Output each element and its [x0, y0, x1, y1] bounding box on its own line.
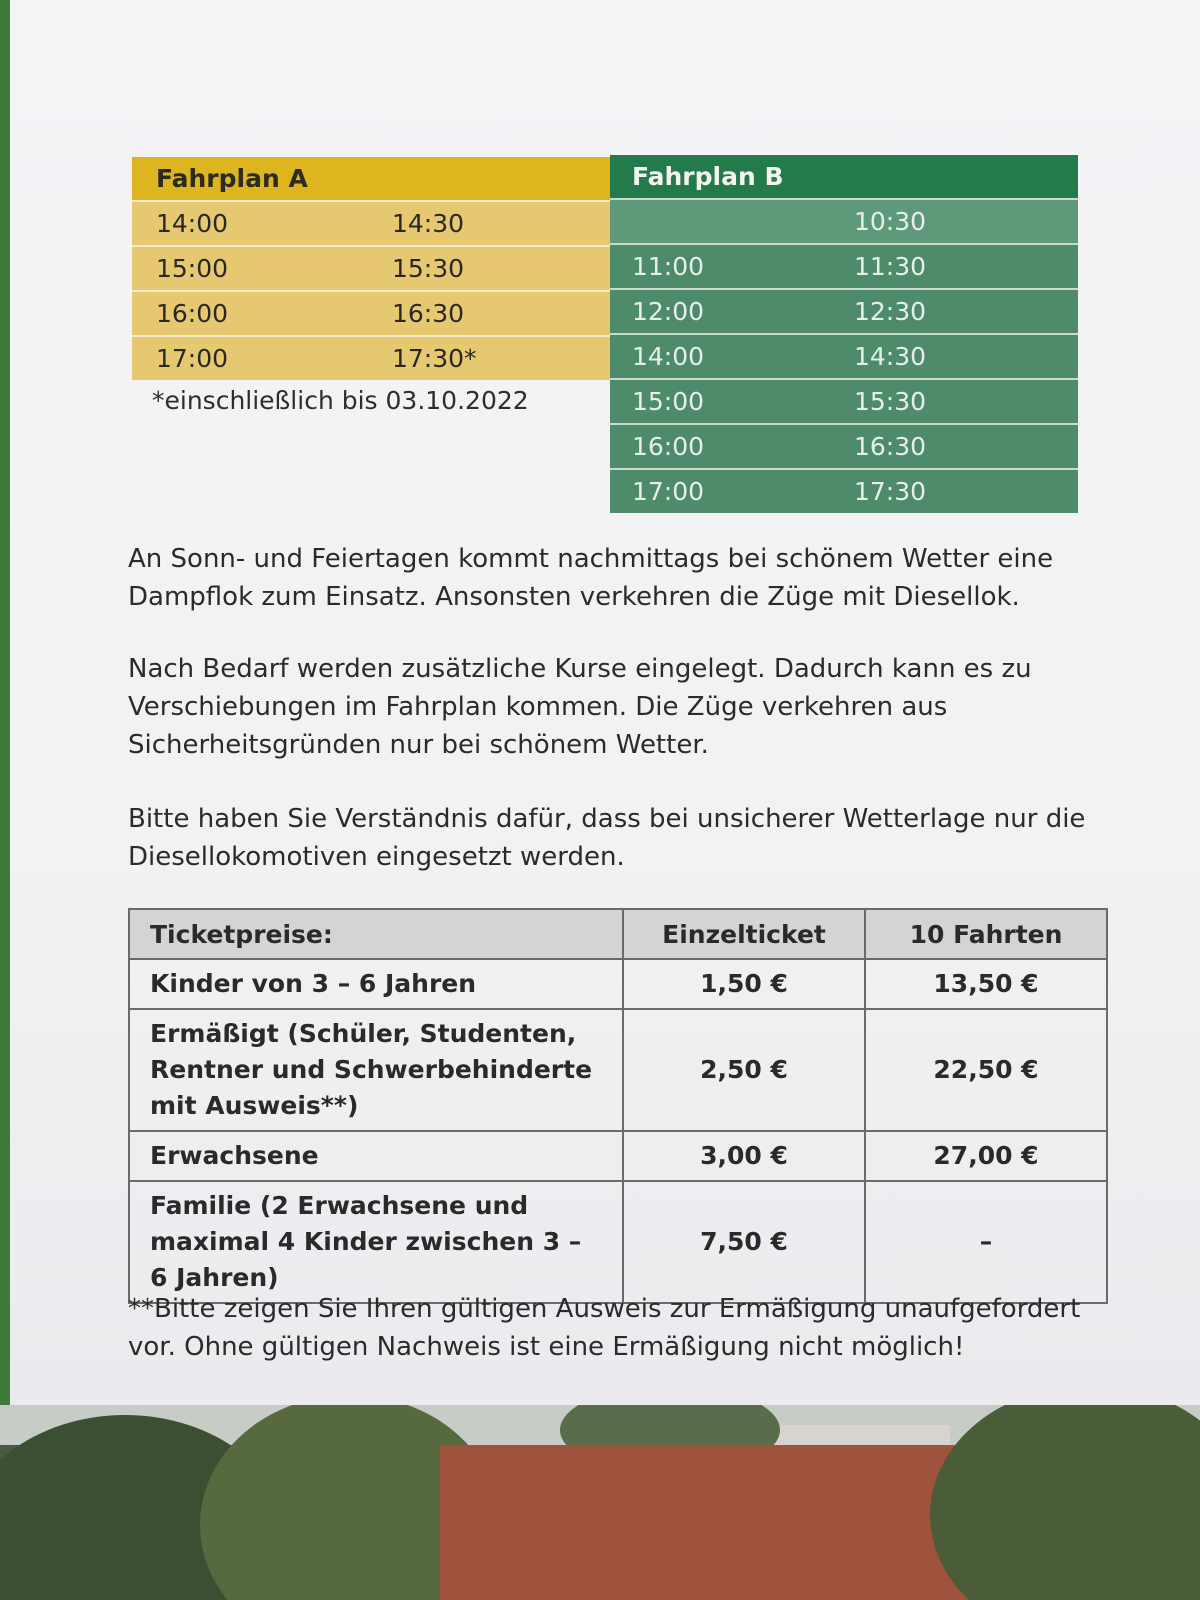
departure-time: 17:00 [156, 344, 229, 373]
ticket-price-table [128, 908, 1108, 1304]
fahrplan-a-row [132, 245, 612, 290]
price-row [129, 1131, 1107, 1181]
departure-time: 14:00 [156, 209, 229, 238]
price-ten-rides: – [865, 1181, 1107, 1303]
departure-time: 11:00 [632, 252, 705, 281]
fahrplan-b-row [610, 423, 1078, 468]
price-single: 2,50 € [623, 1009, 865, 1131]
price-row [129, 1181, 1107, 1303]
fahrplan-b-table [610, 155, 1078, 513]
price-category: Ermäßigt (Schüler, Studenten, Rentner und Schwerbehinderte mit Ausweis**) [129, 1009, 623, 1131]
fahrplan-b-row [610, 198, 1078, 243]
departure-time: 15:30 [854, 387, 927, 416]
price-row [129, 1009, 1107, 1131]
fahrplan-a-title: Fahrplan A [132, 157, 612, 200]
price-header-row [129, 909, 1107, 959]
footnote-ausweis: **Bitte zeigen Sie Ihren gültigen Ausweis zur Ermäßigung unaufgefordert vor. Ohne gültigen Nachweis ist eine Ermäßigung nicht möglich! [128, 1294, 1081, 1362]
fahrplan-a-row [132, 335, 612, 380]
fahrplan-b-title: Fahrplan B [610, 155, 1078, 198]
fahrplan-a-note: *einschließlich bis 03.10.2022 [152, 386, 529, 415]
departure-time: 15:00 [156, 254, 229, 283]
departure-time: 17:30* [392, 344, 477, 373]
fahrplan-b-row [610, 288, 1078, 333]
fahrplan-b-row [610, 468, 1078, 513]
tree-shape [930, 1405, 1200, 1600]
departure-time: 10:30 [854, 207, 927, 236]
price-single: 7,50 € [623, 1181, 865, 1303]
price-header-label: Ticketpreise: [129, 909, 623, 959]
departure-time: 15:30 [392, 254, 465, 283]
fahrplan-b-row [610, 333, 1078, 378]
departure-time: 17:00 [632, 477, 705, 506]
building-photo [0, 1405, 1200, 1600]
price-single: 3,00 € [623, 1131, 865, 1181]
departure-time: 17:30 [854, 477, 927, 506]
paragraph-wetterlage: Bitte haben Sie Verständnis dafür, dass bei unsicherer Wetterlage nur die Diesellokomotiven eingesetzt werden. [128, 804, 1086, 872]
fahrplan-b-row [610, 243, 1078, 288]
fahrplan-b-row [610, 378, 1078, 423]
brochure-spine [0, 0, 10, 1405]
departure-time: 16:30 [854, 432, 927, 461]
departure-time: 14:30 [854, 342, 927, 371]
price-category: Kinder von 3 – 6 Jahren [129, 959, 623, 1009]
departure-time: 14:30 [392, 209, 465, 238]
price-row [129, 959, 1107, 1009]
red-roof [440, 1445, 980, 1600]
departure-time: 16:00 [632, 432, 705, 461]
departure-time: 16:00 [156, 299, 229, 328]
price-ten-rides: 22,50 € [865, 1009, 1107, 1131]
fahrplan-a-row [132, 290, 612, 335]
price-header-single: Einzelticket [623, 909, 865, 959]
departure-time: 14:00 [632, 342, 705, 371]
departure-time: 11:30 [854, 252, 927, 281]
price-single: 1,50 € [623, 959, 865, 1009]
price-category: Familie (2 Erwachsene und maximal 4 Kinder zwischen 3 – 6 Jahren) [129, 1181, 623, 1303]
departure-time: 12:30 [854, 297, 927, 326]
price-ten-rides: 13,50 € [865, 959, 1107, 1009]
departure-time: 16:30 [392, 299, 465, 328]
brochure-page [10, 0, 1200, 1405]
price-ten-rides: 27,00 € [865, 1131, 1107, 1181]
departure-time: 15:00 [632, 387, 705, 416]
price-header-ten-rides: 10 Fahrten [865, 909, 1107, 959]
departure-time: 12:00 [632, 297, 705, 326]
fahrplan-a-row [132, 200, 612, 245]
paragraph-dampflok: An Sonn- und Feiertagen kommt nachmittags bei schönem Wetter eine Dampflok zum Einsatz. Ansonsten verkehren die Züge mit Diesellok. [128, 544, 1054, 612]
paragraph-zusatzkurse: Nach Bedarf werden zusätzliche Kurse eingelegt. Dadurch kann es zu Verschiebungen im Fahrplan kommen. Die Züge verkehren aus Sicherheitsgründen nur bei schönem Wetter. [128, 654, 1032, 760]
price-category: Erwachsene [129, 1131, 623, 1181]
fahrplan-a-table [132, 157, 612, 415]
